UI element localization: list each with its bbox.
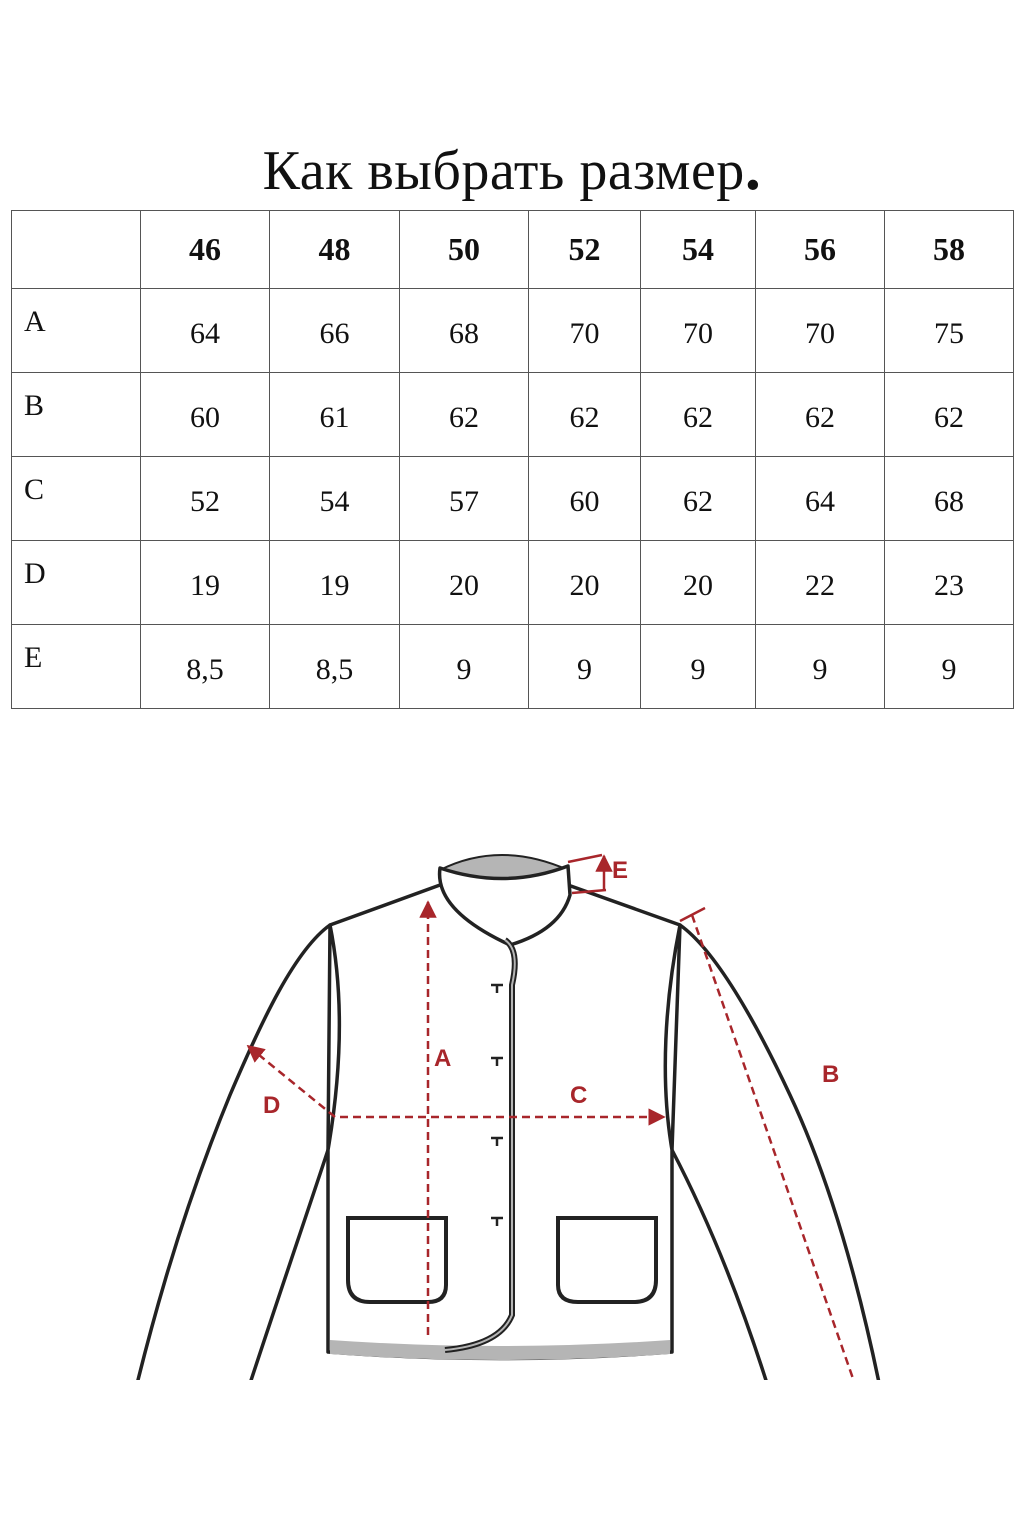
measure-a-label: A (434, 1045, 452, 1072)
table-cell: 9 (756, 625, 885, 709)
table-cell: 68 (885, 457, 1014, 541)
right-pocket (558, 1218, 656, 1302)
table-cell: 70 (756, 289, 885, 373)
table-row (12, 373, 1014, 457)
table-row (12, 289, 1014, 373)
table-row (12, 541, 1014, 625)
table-cell: 9 (641, 625, 756, 709)
left-sleeve-outline (92, 925, 330, 1380)
table-cell: 64 (756, 457, 885, 541)
right-sleeve-outline (672, 925, 914, 1380)
table-cell: 60 (141, 373, 270, 457)
size-header: 52 (529, 211, 641, 289)
table-cell: 20 (641, 541, 756, 625)
table-cell: 75 (885, 289, 1014, 373)
measure-d-label: D (263, 1092, 281, 1119)
title-text: Как выбрать размер (262, 140, 745, 202)
size-header: 58 (885, 211, 1014, 289)
measure-c-label: C (570, 1082, 588, 1109)
table-cell: 62 (885, 373, 1014, 457)
table-cell: 60 (529, 457, 641, 541)
row-label: A (12, 289, 141, 373)
size-header: 54 (641, 211, 756, 289)
left-pocket (348, 1218, 446, 1302)
page-title (0, 128, 1024, 211)
header-corner (12, 211, 141, 289)
table-cell: 19 (270, 541, 400, 625)
table-cell: 9 (529, 625, 641, 709)
size-header: 56 (756, 211, 885, 289)
size-table (11, 210, 1014, 709)
table-cell: 61 (270, 373, 400, 457)
table-cell: 19 (141, 541, 270, 625)
table-cell: 57 (400, 457, 529, 541)
measure-b-label: B (822, 1061, 840, 1088)
row-label: D (12, 541, 141, 625)
title-dot: . (744, 132, 762, 203)
measure-e-label: E (612, 857, 629, 884)
table-cell: 22 (756, 541, 885, 625)
table-cell: 62 (641, 457, 756, 541)
table-row (12, 625, 1014, 709)
table-cell: 20 (529, 541, 641, 625)
table-cell: 68 (400, 289, 529, 373)
size-header-row (12, 211, 1014, 289)
table-cell: 9 (400, 625, 529, 709)
measure-e-cap-top (568, 855, 602, 862)
jacket-diagram (0, 820, 1024, 1380)
table-cell: 20 (400, 541, 529, 625)
table-cell: 8,5 (270, 625, 400, 709)
table-cell: 9 (885, 625, 1014, 709)
size-header: 50 (400, 211, 529, 289)
table-cell: 62 (400, 373, 529, 457)
table-cell: 64 (141, 289, 270, 373)
row-label: E (12, 625, 141, 709)
table-row (12, 457, 1014, 541)
table-cell: 62 (529, 373, 641, 457)
table-cell: 66 (270, 289, 400, 373)
table-cell: 54 (270, 457, 400, 541)
table-cell: 8,5 (141, 625, 270, 709)
table-cell: 70 (529, 289, 641, 373)
table-cell: 70 (641, 289, 756, 373)
row-label: B (12, 373, 141, 457)
table-cell: 62 (756, 373, 885, 457)
table-cell: 23 (885, 541, 1014, 625)
size-header: 46 (141, 211, 270, 289)
size-header: 48 (270, 211, 400, 289)
row-label: C (12, 457, 141, 541)
table-cell: 52 (141, 457, 270, 541)
table-cell: 62 (641, 373, 756, 457)
